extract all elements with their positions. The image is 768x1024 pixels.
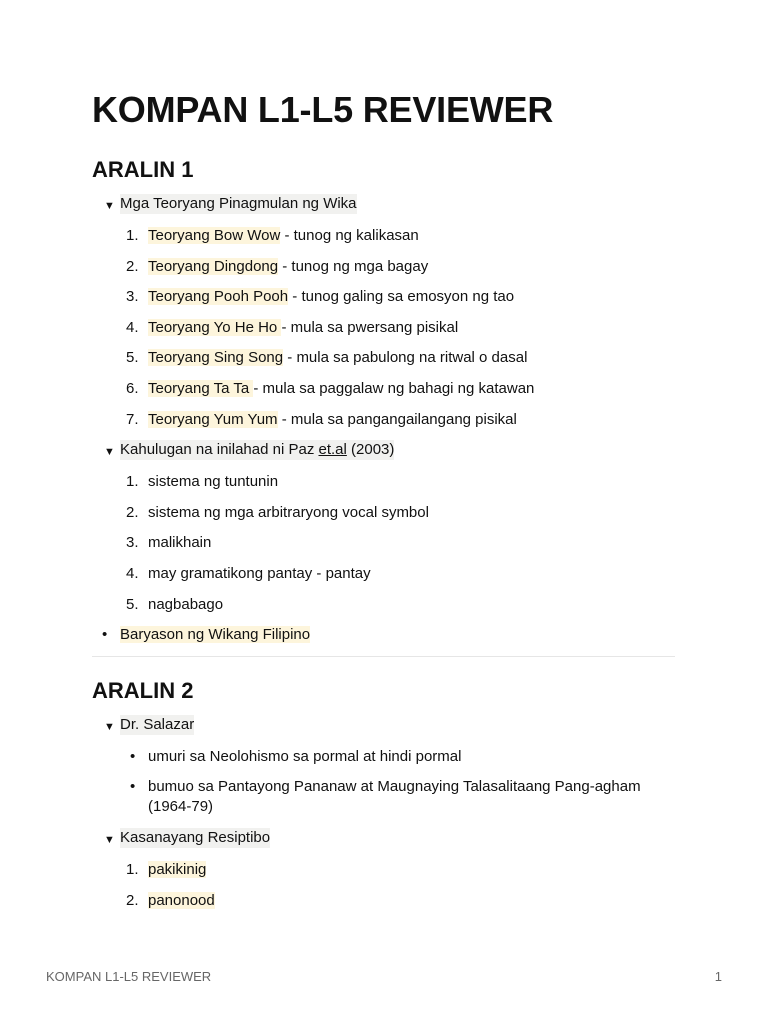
triangle-down-icon[interactable]: ▼	[104, 200, 115, 212]
section-heading-aralin-2: ARALIN 2	[92, 677, 194, 703]
list-item: 2. sistema ng mga arbitraryong vocal symbol	[126, 503, 429, 521]
teorya-list	[92, 226, 675, 430]
document-page	[92, 88, 675, 921]
baryason-list	[92, 625, 675, 645]
resiptibo-list	[92, 860, 675, 911]
description: - mula sa paggalaw ng bahagi ng katawan	[253, 379, 535, 397]
list-item: 5. Teoryang Sing Song - mula sa pabulong na ritwal o dasal	[126, 349, 528, 367]
list-item: 1. sistema ng tuntunin	[126, 473, 279, 491]
section-heading-aralin-1: ARALIN 1	[92, 157, 194, 182]
toggle-teoryang-pinagmulan[interactable]	[104, 194, 675, 216]
description: - tunog galing sa emosyon ng tao	[288, 288, 515, 306]
footer-title: KOMPAN L1-L5 REVIEWER	[46, 969, 212, 984]
list-item: 1. pakikinig	[126, 860, 207, 878]
toggle-kasanayang-resiptibo[interactable]	[104, 828, 675, 850]
divider	[92, 656, 675, 657]
triangle-down-icon[interactable]: ▼	[104, 720, 115, 733]
page-title: KOMPAN L1-L5 REVIEWER	[92, 89, 554, 130]
term: Teoryang Pooh Pooh	[148, 288, 289, 306]
list-item: 3. Teoryang Pooh Pooh - tunog galing sa emosyon ng tao	[126, 288, 515, 306]
toggle-dr-salazar[interactable]	[104, 715, 675, 737]
bullet-icon: •	[130, 778, 136, 796]
list-item: • bumuo sa Pantayong Pananaw at Maugnaying Talasalitaang Pang-agham (1964-79)	[130, 778, 641, 816]
salazar-list	[92, 747, 675, 818]
bullet-icon: •	[130, 747, 136, 765]
list-item: 1. Teoryang Bow Wow - tunog ng kalikasan	[126, 227, 419, 244]
list-item: 4. may gramatikong pantay - pantay	[126, 564, 371, 582]
description: - tunog ng kalikasan	[280, 227, 419, 244]
term: Teoryang Yum Yum	[148, 410, 278, 428]
bullet-icon: •	[102, 626, 108, 644]
term: Teoryang Sing Song	[148, 349, 284, 367]
term: Teoryang Dingdong	[148, 257, 279, 275]
term: Teoryang Yo He Ho	[148, 318, 282, 336]
toggle-label: Mga Teoryang Pinagmulan ng Wika	[120, 195, 357, 212]
toggle-kahulugan[interactable]	[104, 440, 675, 462]
triangle-down-icon[interactable]: ▼	[104, 446, 115, 459]
list-item: 2. Teoryang Dingdong - tunog ng mga bagay	[126, 257, 429, 275]
toggle-label: Dr. Salazar	[120, 715, 195, 733]
list-item: • Baryason ng Wikang Filipino	[102, 626, 311, 644]
list-item: 4. Teoryang Yo He Ho - mula sa pwersang pisikal	[126, 318, 459, 336]
list-item: 2. panonood	[126, 891, 215, 909]
description: - tunog ng mga bagay	[278, 257, 429, 275]
description: - mula sa pwersang pisikal	[281, 318, 459, 336]
etal-link[interactable]: et.al	[318, 441, 347, 459]
kahulugan-list	[92, 472, 675, 614]
list-item: 6. Teoryang Ta Ta - mula sa paggalaw ng bahagi ng katawan	[126, 379, 535, 397]
term: Teoryang Ta Ta	[148, 379, 254, 397]
page-number: 1	[714, 969, 722, 984]
description: - mula sa pangangailangang pisikal	[277, 410, 517, 428]
triangle-down-icon[interactable]: ▼	[104, 833, 115, 846]
toggle-label: Kasanayang Resiptibo	[120, 828, 271, 846]
list-item: 5. nagbabago	[126, 595, 224, 613]
toggle-label: Kahulugan na inilahad ni Paz et.al (2003)	[120, 441, 395, 459]
term: Teoryang Bow Wow	[148, 227, 281, 244]
description: - mula sa pabulong na ritwal o dasal	[283, 349, 528, 367]
list-item: 7. Teoryang Yum Yum - mula sa pangangailangang pisikal	[126, 410, 517, 428]
list-item: 3. malikhain	[126, 534, 212, 552]
list-item: • umuri sa Neolohismo sa pormal at hindi pormal	[130, 747, 462, 765]
